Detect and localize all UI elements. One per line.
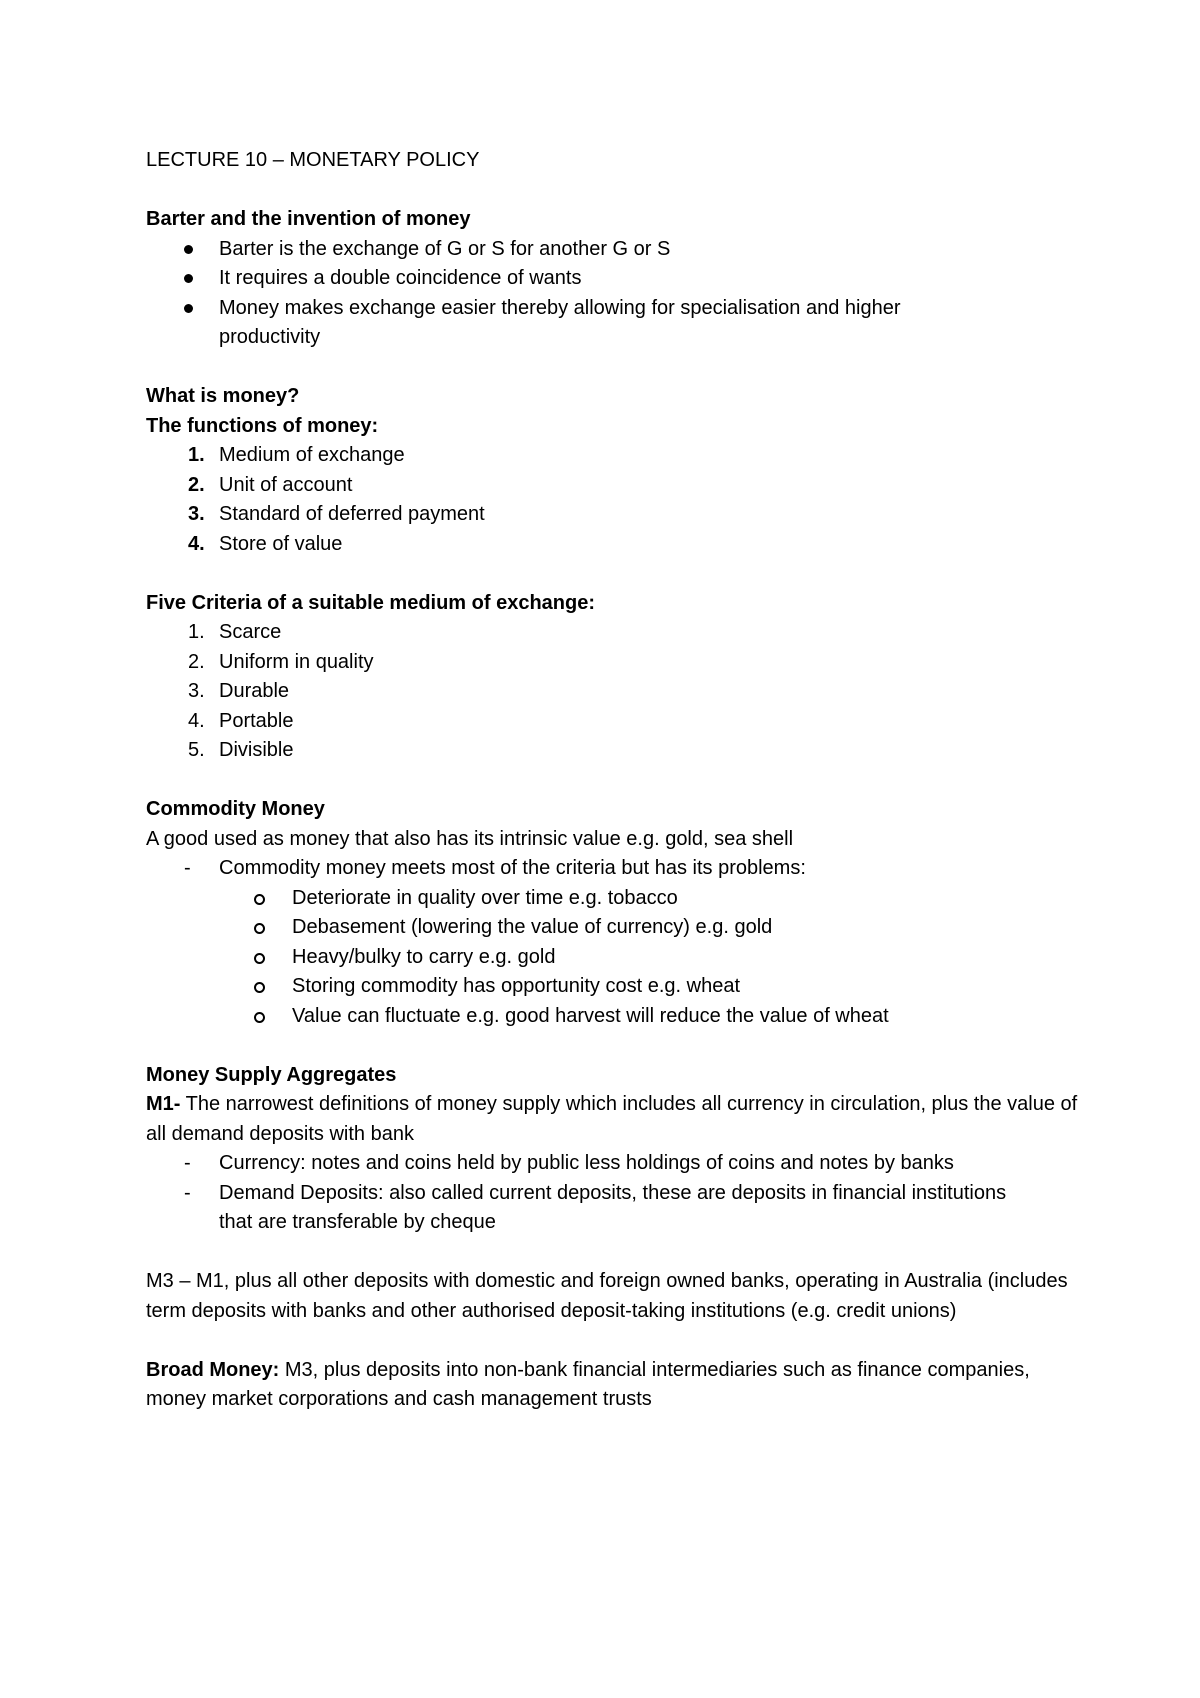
barter-list	[146, 235, 1086, 353]
barter-heading: Barter and the invention of money	[146, 208, 471, 230]
what-is-money-heading: What is money?	[146, 385, 300, 407]
circle-bullet-icon	[254, 894, 265, 905]
list-item: 3. Durable	[188, 680, 290, 702]
aggregates-heading: Money Supply Aggregates	[146, 1063, 397, 1086]
list-item: 2. Uniform in quality	[188, 650, 374, 673]
list-item: Deteriorate in quality over time e.g. tobacco	[146, 884, 1086, 914]
list-item: - Commodity money meets most of the criteria but has its problems:	[184, 857, 806, 879]
commodity-definition: A good used as money that also has its intrinsic value e.g. gold, sea shell	[146, 827, 794, 850]
circle-bullet-icon	[254, 982, 265, 993]
bullet-icon	[184, 245, 193, 254]
list-item: 1. Medium of exchange	[188, 444, 405, 466]
list-item: 3. Standard of deferred payment	[188, 503, 485, 525]
list-item: Storing commodity has opportunity cost e.g. wheat	[146, 972, 1086, 1002]
commodity-list	[146, 854, 1086, 1031]
bullet-icon	[184, 274, 193, 283]
bullet-icon	[184, 304, 193, 313]
list-item: 1. Scarce	[188, 621, 282, 643]
criteria-heading: Five Criteria of a suitable medium of exchange:	[146, 591, 596, 614]
list-item: Debasement (lowering the value of currency) e.g. gold	[146, 913, 1086, 943]
circle-bullet-icon	[254, 923, 265, 934]
list-item: 4. Store of value	[188, 532, 343, 555]
criteria-list	[146, 618, 1086, 766]
list-item: 5. Divisible	[188, 739, 294, 761]
functions-list	[146, 441, 1086, 559]
m3-definition: M3 – M1, plus all other deposits with domestic and foreign owned banks, operating in Australia (includes term deposits with banks and other authorised deposit-taking institutions (e.g. credit unions)	[146, 1270, 1068, 1322]
lecture-title: LECTURE 10 – MONETARY POLICY	[146, 149, 480, 171]
commodity-heading: Commodity Money	[146, 798, 325, 820]
list-item: Barter is the exchange of G or S for another G or S	[146, 235, 1086, 265]
document-body	[146, 146, 1086, 1415]
list-item: - Currency: notes and coins held by public less holdings of coins and notes by banks	[184, 1152, 954, 1174]
list-item: Money makes exchange easier thereby allowing for specialisation and higher productivity	[146, 294, 1086, 353]
list-item: Value can fluctuate e.g. good harvest will reduce the value of wheat	[146, 1002, 1086, 1032]
m1-list	[146, 1149, 1086, 1238]
list-item: Heavy/bulky to carry e.g. gold	[146, 943, 1086, 973]
functions-heading: The functions of money:	[146, 414, 379, 437]
broad-money-definition: Broad Money: M3, plus deposits into non-bank financial intermediaries such as finance companies, money market corporations and cash management trusts	[146, 1358, 1030, 1410]
list-item: 2. Unit of account	[188, 473, 353, 496]
circle-bullet-icon	[254, 953, 265, 964]
circle-bullet-icon	[254, 1012, 265, 1023]
m1-definition: M1- The narrowest definitions of money supply which includes all currency in circulation, plus the value of all demand deposits with bank	[146, 1093, 1078, 1145]
list-item: 4. Portable	[188, 709, 294, 732]
list-item: It requires a double coincidence of wants	[146, 264, 1086, 294]
list-item: - Demand Deposits: also called current deposits, these are deposits in financial institutions that are transferable by cheque	[184, 1181, 1007, 1233]
